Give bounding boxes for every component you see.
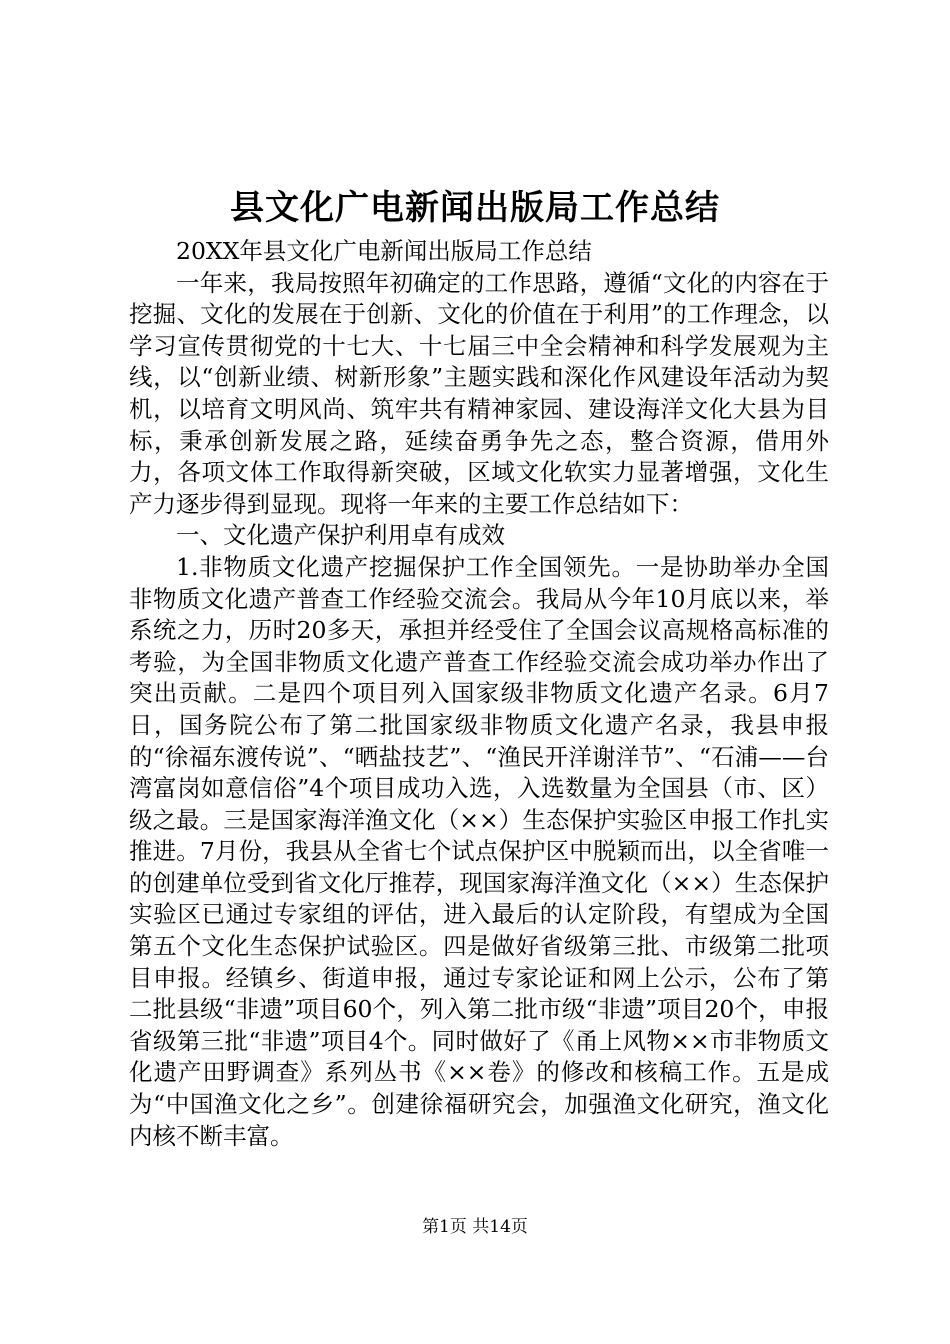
intro-paragraph: 一年来，我局按照年初确定的工作思路，遵循“文化的内容在于挖掘、文化的发展在于创新、文化的价值在于利用”的工作理念，以学习宣传贯彻党的十七大、十七届三中全会精神和科学发展观为主线，以“创新业绩、树新形象”主题实践和深化作风建设年活动为契机，以培育文明风尚、筑牢共有精神家园、建设海洋文化大县为目标，秉承创新发展之路，延续奋勇争先之态，整合资源，借用外力，各项文体工作取得新突破，区域文化软实力显著增强，文化生产力逐步得到显现。现将一年来的主要工作总结如下： xyxy=(129,268,829,518)
section-heading: 一、文化遗产保护利用卓有成效 xyxy=(176,521,505,550)
section-paragraph: 1.非物质文化遗产挖掘保护工作全国领先。一是协助举办全国非物质文化遗产普查工作经验交流会。我局从今年10月底以来，举系统之力，历时20多天，承担并经受住了全国会议高规格高标准的考验，为全国非物质文化遗产普查工作经验交流会成功举办作出了突出贡献。二是四个项目列入国家级非物质文化遗产名录。6月7日，国务院公布了第二批国家级非物质文化遗产名录，我县申报的“徐福东渡传说”、“晒盐技艺”、“渔民开洋谢洋节”、“石浦——台湾富岗如意信俗”4个项目成功入选，入选数量为全国县（市、区）级之最。三是国家海洋渔文化（××）生态保护实验区申报工作扎实推进。7月份，我县从全省七个试点保护区中脱颖而出，以全省唯一的创建单位受到省文化厅推荐，现国家海洋渔文化（××）生态保护实验区已通过专家组的评估，进入最后的认定阶段，有望成为全国第五个文化生态保护试验区。四是做好省级第三批、市级第二批项目申报。经镇乡、街道申报，通过专家论证和网上公示，公布了第二批县级“非遗”项目60个，列入第二批市级“非遗”项目20个，申报省级第三批“非遗”项目4个。同时做好了《甬上风物××市非物质文化遗产田野调查》系列丛书《××卷》的修改和核稿工作。五是成为“中国渔文化之乡”。创建徐福研究会，加强渔文化研究，渔文化内核不断丰富。 xyxy=(129,552,829,1150)
page-footer: 第1页 共14页 xyxy=(422,1217,528,1237)
document-body xyxy=(129,236,829,1152)
subtitle-paragraph: 20XX年县文化广电新闻出版局工作总结 xyxy=(176,237,592,265)
document-title: 县文化广电新闻出版局工作总结 xyxy=(230,188,720,228)
